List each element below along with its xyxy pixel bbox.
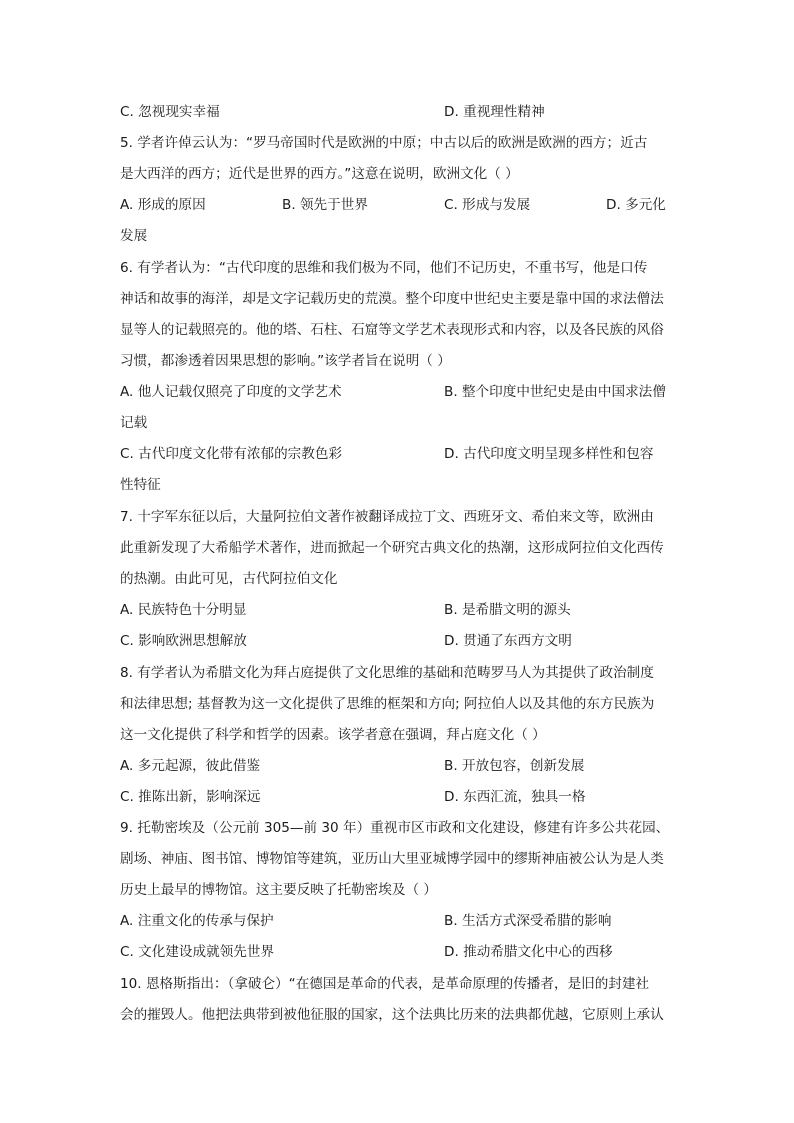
- q6-stem-line-2: 神话和故事的海洋，却是文字记载历史的荒漠。整个印度中世纪史主要是靠中国的求法僧法: [120, 291, 664, 307]
- q7-option-b[interactable]: B. 是希腊文明的源头: [444, 602, 571, 618]
- q8-stem-line-1: 8. 有学者认为希腊文化为拜占庭提供了文化思维的基础和范畴罗马人为其提供了政治制度: [120, 665, 654, 681]
- q8-stem-line-2: 和法律思想; 基督教为这一文化提供了思维的框架和方向; 阿拉伯人以及其他的东方民族为: [120, 696, 655, 712]
- q7-stem-line-2: 此重新发现了大希船学术著作，进而掀起一个研究古典文化的热潮，这形成阿拉伯文化西传: [120, 540, 664, 556]
- q5-option-c[interactable]: C. 形成与发展: [444, 197, 531, 213]
- q5-option-d-continued: 发展: [120, 228, 148, 244]
- q6-option-b[interactable]: B. 整个印度中世纪史是由中国求法僧: [444, 384, 666, 400]
- q9-stem-line-2: 剧场、神庙、图书馆、博物馆等建筑，亚历山大里亚城博学园中的缪斯神庙被公认为是人类: [120, 851, 664, 867]
- q9-option-b[interactable]: B. 生活方式深受希腊的影响: [444, 913, 612, 929]
- q7-stem-line-3: 的热潮。由此可见，古代阿拉伯文化: [120, 571, 338, 587]
- q9-option-a[interactable]: A. 注重文化的传承与保护: [120, 913, 274, 929]
- q5-option-d[interactable]: D. 多元化: [606, 197, 666, 213]
- q5-stem-line-1: 5. 学者许倬云认为：“罗马帝国时代是欧洲的中原；中古以后的欧洲是欧洲的西方；近古: [120, 135, 648, 151]
- q9-stem-line-1: 9. 托勒密埃及（公元前 305—前 30 年）重视市区市政和文化建设，修建有许多公共花园、: [120, 820, 670, 836]
- q6-option-c[interactable]: C. 古代印度文化带有浓郁的宗教色彩: [120, 446, 343, 462]
- q6-option-d[interactable]: D. 古代印度文明呈现多样性和包容: [444, 446, 654, 462]
- q9-option-c[interactable]: C. 文化建设成就领先世界: [120, 944, 275, 960]
- q8-stem-line-3: 这一文化提供了科学和哲学的因素。该学者意在强调，拜占庭文化（ ）: [120, 727, 546, 743]
- q7-option-c[interactable]: C. 影响欧洲思想解放: [120, 633, 247, 649]
- q10-stem-line-2: 会的摧毁人。他把法典带到被他征服的国家，这个法典比历来的法典都优越，它原则上承认: [120, 1007, 664, 1023]
- q6-option-b-continued: 记载: [120, 415, 148, 431]
- q6-option-a[interactable]: A. 他人记载仅照亮了印度的文学艺术: [120, 384, 342, 400]
- q5-option-b[interactable]: B. 领先于世界: [282, 197, 368, 213]
- q5-option-a[interactable]: A. 形成的原因: [120, 197, 206, 213]
- q8-option-d[interactable]: D. 东西汇流，独具一格: [444, 789, 586, 805]
- q8-option-a[interactable]: A. 多元起源，彼此借鉴: [120, 758, 261, 774]
- q9-option-d[interactable]: D. 推动希腊文化中心的西移: [444, 944, 613, 960]
- q10-stem-line-1: 10. 恩格斯指出：（拿破仑）“在德国是革命的代表，是革命原理的传播者，是旧的封建社: [120, 976, 650, 992]
- q8-option-b[interactable]: B. 开放包容，创新发展: [444, 758, 585, 774]
- q9-stem-line-3: 历史上最早的博物馆。这主要反映了托勒密埃及（ ）: [120, 882, 437, 898]
- q7-option-a[interactable]: A. 民族特色十分明显: [120, 602, 247, 618]
- q6-stem-line-3: 显等人的记载照亮的。他的塔、石柱、石窟等文学艺术表现形式和内容，以及各民族的风俗: [120, 322, 664, 338]
- q7-option-d[interactable]: D. 贯通了东西方文明: [444, 633, 572, 649]
- q6-stem-line-1: 6. 有学者认为：“古代印度的思维和我们极为不同，他们不记历史，不重书写，他是口传: [120, 260, 648, 276]
- q6-stem-line-4: 习惯，都渗透着因果思想的影响。”该学者旨在说明（ ）: [120, 353, 451, 369]
- q8-option-c[interactable]: C. 推陈出新，影响深远: [120, 789, 261, 805]
- q4-option-d[interactable]: D. 重视理性精神: [444, 104, 545, 120]
- q7-stem-line-1: 7. 十字军东征以后，大量阿拉伯文著作被翻译成拉丁文、西班牙文、希伯来文等，欧洲由: [120, 509, 654, 525]
- q6-option-d-continued: 性特征: [120, 477, 161, 493]
- q4-option-c[interactable]: C. 忽视现实幸福: [120, 104, 220, 120]
- q5-stem-line-2: 是大西洋的西方；近代是世界的西方。”这意在说明，欧洲文化（ ）: [120, 166, 519, 182]
